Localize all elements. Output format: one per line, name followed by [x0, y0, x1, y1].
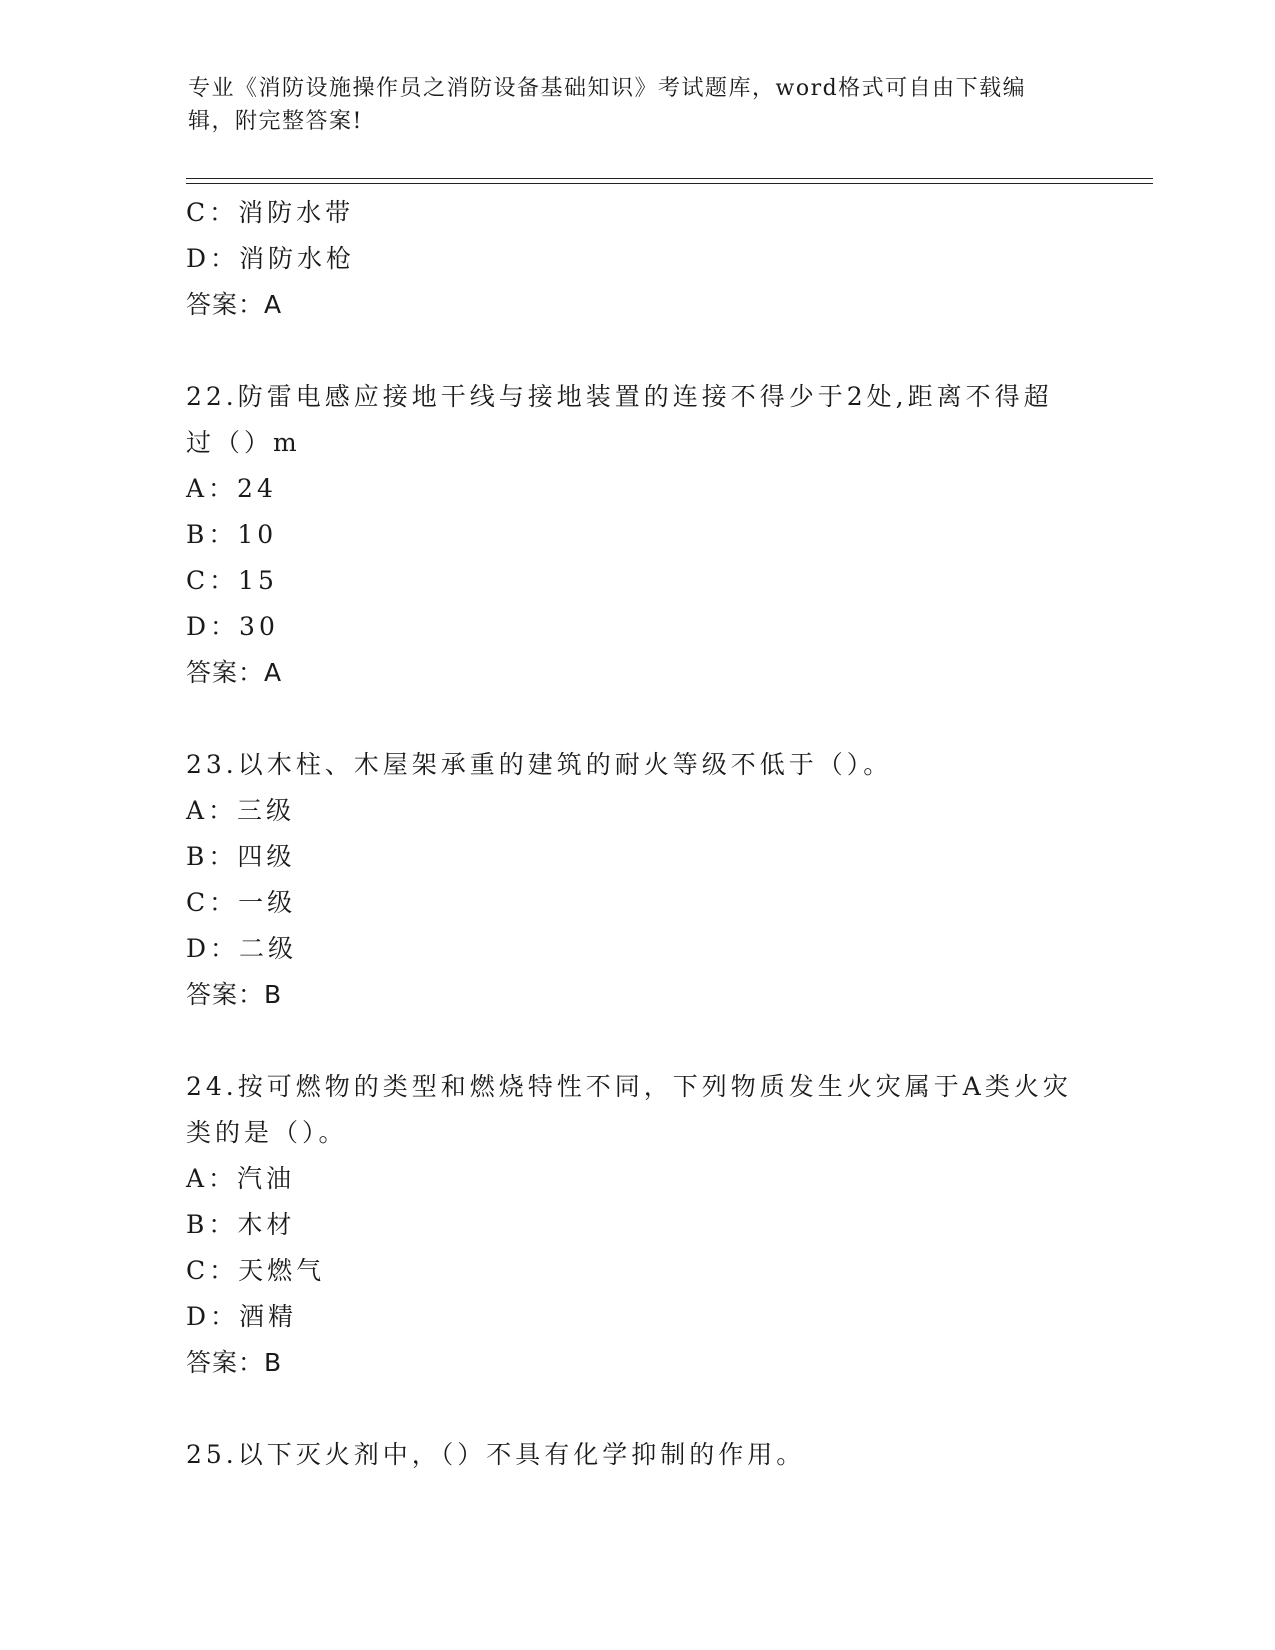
- answer-label: 答案：A: [186, 290, 283, 319]
- option-a: A：24: [186, 474, 277, 503]
- option-d: D：消防水枪: [186, 244, 356, 273]
- question-block-24: [186, 1064, 1086, 1386]
- option-c: C：天燃气: [186, 1256, 326, 1285]
- option-c: C：消防水带: [186, 198, 355, 227]
- question-block-22: [186, 374, 1086, 696]
- answer-label: 答案：B: [186, 1348, 283, 1377]
- option-a: A：三级: [186, 796, 296, 825]
- question-block-21: [186, 190, 1086, 328]
- option-c: C：一级: [186, 888, 297, 917]
- document-header: [188, 72, 1088, 138]
- answer-label: 答案：B: [186, 980, 283, 1009]
- question-block-23: [186, 742, 1086, 1018]
- question-stem-continued: 类的是（）。: [186, 1118, 348, 1147]
- header-title-line-1: 专业《消防设施操作员之消防设备基础知识》考试题库，word格式可自由下载编: [188, 76, 1027, 101]
- question-stem: 23.以木柱、木屋架承重的建筑的耐火等级不低于（）。: [186, 750, 893, 779]
- spacer: [186, 328, 1086, 374]
- option-b: B：木材: [186, 1210, 296, 1239]
- spacer: [186, 1386, 1086, 1432]
- option-a: A：汽油: [186, 1164, 296, 1193]
- question-stem: 22.防雷电感应接地干线与接地装置的连接不得少于2处,距离不得超: [186, 382, 1053, 411]
- question-stem-continued: 过（）m: [186, 428, 301, 457]
- question-stem: 24.按可燃物的类型和燃烧特性不同，下列物质发生火灾属于A类火灾: [186, 1072, 1072, 1101]
- option-c: C：15: [186, 566, 278, 595]
- question-stem: 25.以下灭火剂中，（）不具有化学抑制的作用。: [186, 1440, 806, 1469]
- header-title-line-2: 辑，附完整答案!: [188, 109, 363, 134]
- spacer: [186, 696, 1086, 742]
- question-list: [186, 190, 1086, 1478]
- option-d: D：30: [186, 612, 279, 641]
- spacer: [186, 1018, 1086, 1064]
- option-d: D：二级: [186, 934, 298, 963]
- header-divider: [186, 178, 1153, 184]
- answer-label: 答案：A: [186, 658, 283, 687]
- question-block-25: [186, 1432, 1086, 1478]
- option-d: D：酒精: [186, 1302, 298, 1331]
- option-b: B：四级: [186, 842, 296, 871]
- option-b: B：10: [186, 520, 278, 549]
